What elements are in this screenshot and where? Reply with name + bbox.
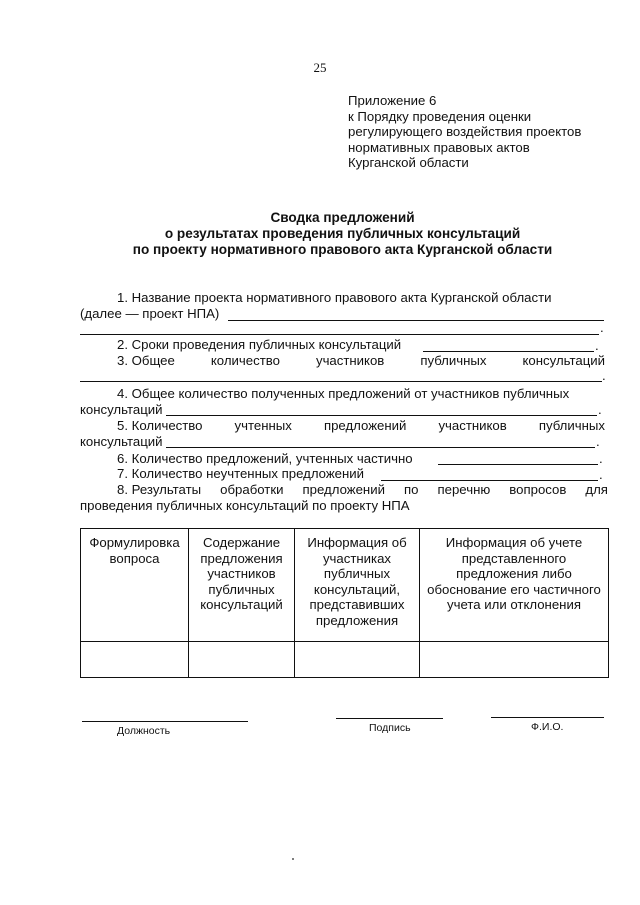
period: . bbox=[598, 402, 602, 417]
item-1-fill-line bbox=[228, 320, 604, 321]
item-8-label-cont: проведения публичных консультаций по проекту НПА bbox=[80, 498, 410, 513]
name-line bbox=[491, 717, 604, 718]
proposals-table bbox=[80, 528, 609, 678]
table-cell[interactable] bbox=[295, 642, 420, 678]
word: публичных bbox=[420, 353, 487, 368]
table-header-row bbox=[81, 529, 609, 642]
annex-line: Приложение 6 bbox=[348, 93, 437, 108]
period: . bbox=[599, 451, 603, 466]
word: предложений bbox=[302, 482, 385, 497]
period: . bbox=[595, 338, 599, 353]
word: участников bbox=[438, 418, 507, 433]
item-6-label: 6. Количество предложений, учтенных частично bbox=[117, 451, 413, 466]
page-number: 25 bbox=[313, 60, 327, 75]
item-6-fill-line bbox=[438, 464, 598, 465]
header-question: Формулировка вопроса bbox=[81, 529, 189, 642]
annex-line: регулирующего воздействия проектов bbox=[348, 124, 582, 139]
item-4-label-cont: консультаций bbox=[80, 402, 163, 417]
table-cell[interactable] bbox=[420, 642, 609, 678]
table-row bbox=[81, 642, 609, 678]
word: по bbox=[403, 482, 419, 497]
annex-line: к Порядку проведения оценки bbox=[348, 108, 532, 124]
annex-header bbox=[348, 93, 581, 171]
word: количество bbox=[210, 353, 280, 368]
item-1-label: 1. Название проекта нормативного правового акта Курганской области bbox=[117, 290, 552, 305]
word: 8. Результаты bbox=[117, 482, 202, 497]
word: перечню bbox=[437, 482, 491, 497]
period: . bbox=[600, 320, 604, 335]
word: учтенных bbox=[234, 418, 292, 433]
period: . bbox=[596, 434, 600, 449]
table-cell[interactable] bbox=[189, 642, 295, 678]
word: консультаций bbox=[522, 353, 605, 368]
word: обработки bbox=[220, 482, 284, 497]
period: . bbox=[602, 368, 606, 383]
position-line bbox=[82, 721, 248, 722]
header-consideration-info: Информация об учете представленного предложения либо обоснование его частичного учета или отклонения bbox=[420, 529, 609, 642]
signature-label: Подпись bbox=[369, 722, 411, 734]
scan-dot bbox=[292, 858, 294, 860]
name-label: Ф.И.О. bbox=[531, 721, 564, 733]
annex-line: Курганской области bbox=[348, 155, 469, 170]
item-1-fill-line-2 bbox=[80, 334, 599, 335]
word: предложений bbox=[323, 418, 407, 433]
signature-line bbox=[336, 718, 443, 719]
item-2-label: 2. Сроки проведения публичных консультаций bbox=[117, 337, 402, 352]
title-line: по проекту нормативного правового акта Курганской области bbox=[132, 242, 553, 257]
item-7-fill-line bbox=[381, 480, 598, 481]
word: для bbox=[585, 482, 608, 497]
item-5-label-cont: консультаций bbox=[80, 434, 163, 449]
header-proposal-content: Содержание предложения участников публичных консультаций bbox=[189, 529, 295, 642]
item-4-fill-line bbox=[166, 415, 597, 416]
item-5-label bbox=[117, 418, 605, 434]
word: 3. Общее bbox=[117, 353, 175, 368]
document-title bbox=[60, 210, 625, 258]
item-3-fill-line bbox=[80, 381, 602, 382]
table-cell[interactable] bbox=[81, 642, 189, 678]
item-3-label bbox=[117, 353, 605, 369]
item-7-label: 7. Количество неучтенных предложений bbox=[117, 466, 365, 481]
item-5-fill-line bbox=[166, 447, 595, 448]
title-line: Сводка предложений bbox=[270, 210, 415, 225]
word: 5. Количество bbox=[117, 418, 203, 433]
title-line: о результатах проведения публичных консультаций bbox=[164, 226, 521, 241]
item-8-label bbox=[117, 482, 608, 498]
item-2-fill-line bbox=[423, 351, 594, 352]
item-4-label: 4. Общее количество полученных предложений от участников публичных bbox=[117, 386, 570, 401]
header-participants-info: Информация об участниках публичных консультаций, представивших предложения bbox=[295, 529, 420, 642]
position-label: Должность bbox=[117, 725, 171, 737]
word: вопросов bbox=[509, 482, 567, 497]
period: . bbox=[599, 467, 603, 482]
word: участников bbox=[315, 353, 385, 368]
item-1-label-cont: (далее — проект НПА) bbox=[80, 306, 220, 321]
annex-line: нормативных правовых актов bbox=[348, 139, 530, 155]
word: публичных bbox=[538, 418, 605, 433]
